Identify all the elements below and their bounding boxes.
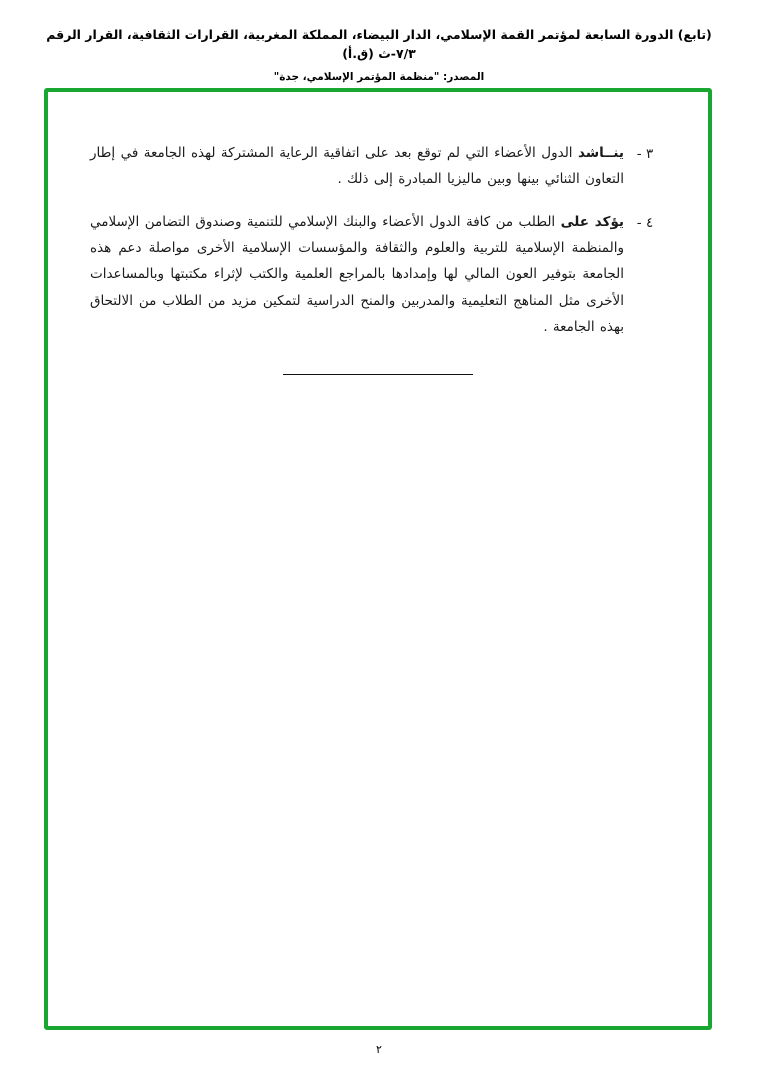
page-number: ٢ bbox=[376, 1043, 382, 1056]
clause-body-text: الطلب من كافة الدول الأعضاء والبنك الإسلامي للتنمية وصندوق التضامن الإسلامي والمنظمة الإسلامية للتربية والعلوم والثقافة والمؤسسات الإسلامية الأخرى مواصلة دعم هذه الجامعة بتوفير العون المالي لها وإمدادها بالمراجع العلمية والكتب لإثراء مكتبتها وبالمساعدات الأخرى مثل المناهج التعليمية والمدربين والمنح الدراسية لتمكين مزيد من الطلاب من الالتحاق بهذه الجامعة . bbox=[90, 213, 624, 335]
clause-item bbox=[90, 140, 666, 193]
clause-text bbox=[90, 209, 624, 341]
section-divider bbox=[90, 374, 666, 375]
clause-item bbox=[90, 209, 666, 341]
clause-text bbox=[90, 140, 624, 193]
page-footer bbox=[0, 1043, 758, 1056]
clause-lead-verb: ينــاشد bbox=[578, 145, 624, 161]
document-body bbox=[90, 140, 666, 375]
header-source: المصدر: "منظمة المؤتمر الإسلامي، جدة" bbox=[273, 70, 485, 83]
clause-number: ٤ - bbox=[636, 214, 654, 231]
page-header bbox=[0, 26, 758, 83]
clause-number: ٣ - bbox=[636, 146, 654, 162]
header-title: (تابع) الدورة السابعة لمؤتمر القمة الإسلامي، الدار البيضاء، المملكة المغربية، القرارات الثقافية، القرار الرقم ٧/٣-ث (ق.أ) bbox=[46, 27, 712, 61]
clause-body-text: الدول الأعضاء التي لم توقع بعد على اتفاقية الرعاية المشتركة لهذه الجامعة في إطار التعاون الثنائي بينها وبين ماليزيا المبادرة إلى ذلك . bbox=[90, 145, 624, 188]
clause-lead-verb: يؤكد على bbox=[560, 213, 624, 230]
horizontal-rule-icon bbox=[283, 374, 473, 375]
green-border-frame bbox=[44, 88, 712, 1030]
